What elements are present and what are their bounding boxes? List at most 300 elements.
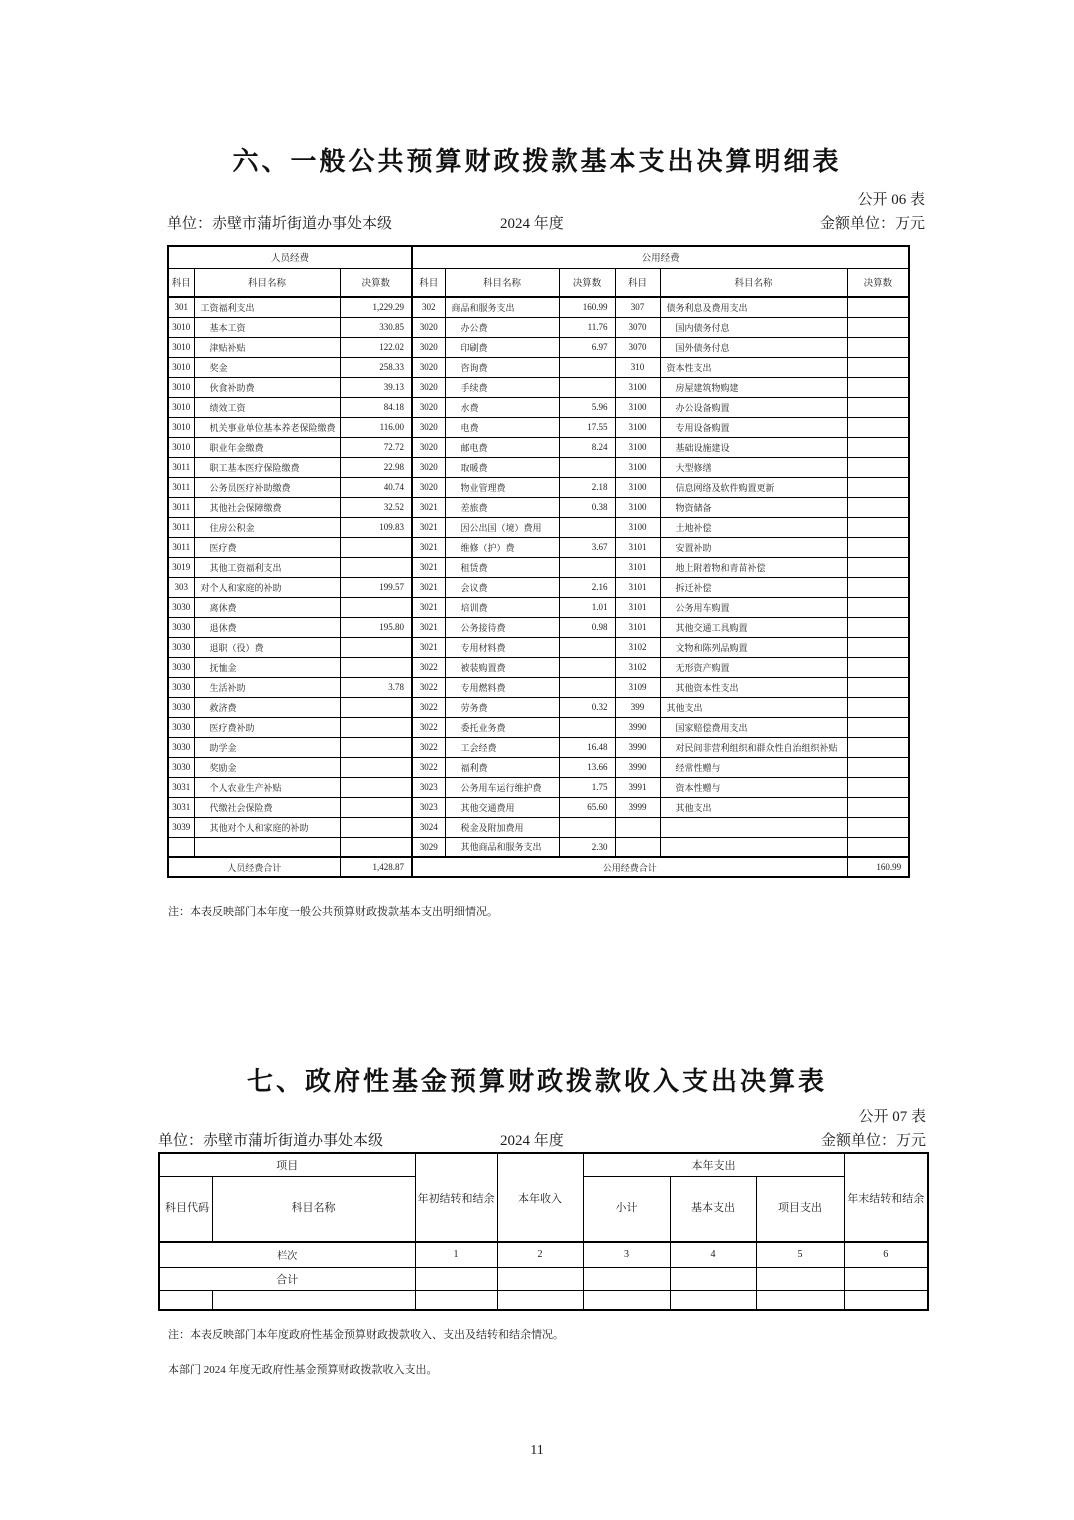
amount-cell: 199.57 bbox=[340, 577, 412, 597]
subject-name-cell: 其他支出 bbox=[660, 697, 847, 717]
column-header-amount: 决算数 bbox=[559, 268, 615, 297]
subject-code-cell: 3020 bbox=[412, 357, 445, 377]
table7-meta-line bbox=[158, 1129, 926, 1149]
subject-code-cell: 3100 bbox=[615, 437, 660, 457]
subject-code-cell: 3101 bbox=[615, 557, 660, 577]
table7-sheet-label: 公开 07 表 bbox=[858, 1109, 926, 1125]
subject-name-cell: 对民间非营利组织和群众性自治组织补贴 bbox=[660, 737, 847, 757]
amount-cell bbox=[559, 817, 615, 837]
amount-cell: 160.99 bbox=[559, 297, 615, 317]
subject-code-cell: 3022 bbox=[412, 737, 445, 757]
column-header-amount: 决算数 bbox=[340, 268, 412, 297]
empty-cell bbox=[497, 1267, 583, 1290]
amount-cell bbox=[559, 557, 615, 577]
subject-name-cell: 房屋建筑物购建 bbox=[660, 377, 847, 397]
subject-name-cell: 其他社会保障缴费 bbox=[194, 497, 340, 517]
amount-cell: 13.66 bbox=[559, 757, 615, 777]
lane-number: 1 bbox=[415, 1242, 497, 1267]
subject-code-cell: 3109 bbox=[615, 677, 660, 697]
empty-cell bbox=[415, 1267, 497, 1290]
subject-code-cell: 399 bbox=[615, 697, 660, 717]
table6-data-row bbox=[168, 377, 909, 397]
table7-note: 注：本表反映部门本年度政府性基金预算财政拨款收入、支出及结转和结余情况。 bbox=[168, 1329, 564, 1341]
subject-code-cell: 3010 bbox=[168, 377, 194, 397]
subject-name-cell: 无形资产购置 bbox=[660, 657, 847, 677]
empty-cell bbox=[670, 1290, 756, 1310]
subject-name-cell: 拆迁补偿 bbox=[660, 577, 847, 597]
amount-cell: 3.67 bbox=[559, 537, 615, 557]
amount-cell bbox=[847, 537, 909, 557]
subject-code-cell: 3101 bbox=[615, 617, 660, 637]
subject-code-cell: 3011 bbox=[168, 477, 194, 497]
subject-code-cell: 3023 bbox=[412, 777, 445, 797]
subject-name-cell: 住房公积金 bbox=[194, 517, 340, 537]
subject-code-cell: 3020 bbox=[412, 377, 445, 397]
subject-code-cell: 3020 bbox=[412, 417, 445, 437]
subject-code-cell bbox=[168, 837, 194, 857]
subject-name-cell: 手续费 bbox=[445, 377, 559, 397]
subject-name-cell: 土地补偿 bbox=[660, 517, 847, 537]
amount-cell: 330.85 bbox=[340, 317, 412, 337]
amount-cell bbox=[847, 757, 909, 777]
subject-name-cell: 绩效工资 bbox=[194, 397, 340, 417]
table6-data-row bbox=[168, 777, 909, 797]
table6-data-row bbox=[168, 817, 909, 837]
subject-code-cell: 3021 bbox=[412, 617, 445, 637]
amount-cell bbox=[847, 717, 909, 737]
amount-cell bbox=[847, 457, 909, 477]
subject-name-cell: 职业年金缴费 bbox=[194, 437, 340, 457]
subject-name-cell: 国外债务付息 bbox=[660, 337, 847, 357]
table6-data-row bbox=[168, 297, 909, 317]
amount-cell: 84.18 bbox=[340, 397, 412, 417]
amount-cell bbox=[340, 657, 412, 677]
header-project: 项目 bbox=[159, 1153, 415, 1176]
subject-name-cell: 专用材料费 bbox=[445, 637, 559, 657]
table6-data-row bbox=[168, 317, 909, 337]
page-number: 11 bbox=[530, 1443, 544, 1458]
amount-cell bbox=[847, 777, 909, 797]
amount-cell: 8.24 bbox=[559, 437, 615, 457]
subject-code-cell: 3030 bbox=[168, 657, 194, 677]
subject-code-cell: 3024 bbox=[412, 817, 445, 837]
subject-code-cell: 3070 bbox=[615, 317, 660, 337]
subject-code-cell: 3019 bbox=[168, 557, 194, 577]
amount-cell bbox=[847, 577, 909, 597]
table6-data-row bbox=[168, 797, 909, 817]
table6-header-public: 公用经费 bbox=[412, 246, 909, 268]
amount-cell bbox=[847, 297, 909, 317]
amount-cell bbox=[847, 377, 909, 397]
table6-data-row bbox=[168, 837, 909, 857]
amount-cell bbox=[847, 437, 909, 457]
amount-cell bbox=[340, 817, 412, 837]
table6-year-label: 2024 年度 bbox=[500, 216, 564, 232]
subject-name-cell: 公务用车购置 bbox=[660, 597, 847, 617]
subject-code-cell: 3021 bbox=[412, 577, 445, 597]
subject-name-cell: 其他交通工具购置 bbox=[660, 617, 847, 637]
empty-cell bbox=[497, 1290, 583, 1310]
amount-cell bbox=[847, 517, 909, 537]
subject-name-cell: 伙食补助费 bbox=[194, 377, 340, 397]
amount-cell: 122.02 bbox=[340, 337, 412, 357]
subject-code-cell: 3030 bbox=[168, 617, 194, 637]
header-begin-balance: 年初结转和结余 bbox=[415, 1153, 497, 1242]
empty-cell bbox=[159, 1290, 212, 1310]
subject-code-cell: 3100 bbox=[615, 397, 660, 417]
subject-code-cell: 3022 bbox=[412, 677, 445, 697]
lane-number: 2 bbox=[497, 1242, 583, 1267]
empty-cell bbox=[756, 1267, 844, 1290]
subject-name-cell: 办公费 bbox=[445, 317, 559, 337]
table7-lane-row bbox=[159, 1242, 928, 1267]
amount-cell bbox=[847, 597, 909, 617]
subject-name-cell: 医疗费补助 bbox=[194, 717, 340, 737]
subject-name-cell: 退职（役）费 bbox=[194, 637, 340, 657]
subject-name-cell: 其他支出 bbox=[660, 797, 847, 817]
subject-name-cell: 劳务费 bbox=[445, 697, 559, 717]
subject-code-cell: 307 bbox=[615, 297, 660, 317]
empty-cell bbox=[844, 1267, 928, 1290]
empty-cell bbox=[670, 1267, 756, 1290]
lane-label: 栏次 bbox=[159, 1242, 415, 1267]
amount-cell bbox=[340, 697, 412, 717]
subject-name-cell: 资本性支出 bbox=[660, 357, 847, 377]
table6-body bbox=[168, 297, 909, 857]
lane-number: 6 bbox=[844, 1242, 928, 1267]
amount-cell: 2.16 bbox=[559, 577, 615, 597]
amount-cell bbox=[559, 677, 615, 697]
subject-code-cell: 3030 bbox=[168, 737, 194, 757]
subject-code-cell: 3101 bbox=[615, 577, 660, 597]
subject-code-cell: 3020 bbox=[412, 397, 445, 417]
amount-cell: 0.38 bbox=[559, 497, 615, 517]
subject-name-cell: 差旅费 bbox=[445, 497, 559, 517]
subject-name-cell: 文物和陈列品购置 bbox=[660, 637, 847, 657]
subject-code-cell: 3030 bbox=[168, 717, 194, 737]
table6 bbox=[167, 245, 910, 878]
table6-data-row bbox=[168, 577, 909, 597]
subject-code-cell: 3039 bbox=[168, 817, 194, 837]
column-header-amount: 决算数 bbox=[847, 268, 909, 297]
amount-cell bbox=[847, 557, 909, 577]
subject-name-cell: 津贴补贴 bbox=[194, 337, 340, 357]
public-total-label: 公用经费合计 bbox=[412, 857, 847, 877]
amount-cell bbox=[340, 537, 412, 557]
amount-cell: 1,229.29 bbox=[340, 297, 412, 317]
header-subject-code: 科目代码 bbox=[159, 1176, 212, 1242]
table6-data-row bbox=[168, 417, 909, 437]
empty-cell bbox=[583, 1290, 670, 1310]
amount-cell: 2.18 bbox=[559, 477, 615, 497]
empty-cell bbox=[756, 1290, 844, 1310]
subject-name-cell: 工会经费 bbox=[445, 737, 559, 757]
column-header-code: 科目 bbox=[168, 268, 194, 297]
column-header-code: 科目 bbox=[412, 268, 445, 297]
subject-code-cell: 3021 bbox=[412, 537, 445, 557]
subject-code-cell: 3101 bbox=[615, 597, 660, 617]
amount-cell bbox=[559, 377, 615, 397]
subject-code-cell: 3100 bbox=[615, 377, 660, 397]
subject-name-cell: 被装购置费 bbox=[445, 657, 559, 677]
subject-code-cell: 3021 bbox=[412, 557, 445, 577]
subject-name-cell: 专用设备购置 bbox=[660, 417, 847, 437]
subject-code-cell: 3020 bbox=[412, 317, 445, 337]
subject-name-cell: 信息网络及软件购置更新 bbox=[660, 477, 847, 497]
amount-cell bbox=[847, 697, 909, 717]
amount-cell bbox=[847, 817, 909, 837]
table7 bbox=[158, 1152, 929, 1311]
subject-code-cell: 3020 bbox=[412, 477, 445, 497]
subject-name-cell: 机关事业单位基本养老保险缴费 bbox=[194, 417, 340, 437]
amount-cell bbox=[847, 617, 909, 637]
subject-code-cell: 3999 bbox=[615, 797, 660, 817]
amount-cell: 22.98 bbox=[340, 457, 412, 477]
amount-cell: 17.55 bbox=[559, 417, 615, 437]
table6-data-row bbox=[168, 397, 909, 417]
subject-name-cell: 奖金 bbox=[194, 357, 340, 377]
table6-data-row bbox=[168, 337, 909, 357]
subject-code-cell: 3010 bbox=[168, 337, 194, 357]
subject-code-cell: 3011 bbox=[168, 457, 194, 477]
subject-code-cell: 3100 bbox=[615, 477, 660, 497]
amount-cell bbox=[847, 417, 909, 437]
header-year-income: 本年收入 bbox=[497, 1153, 583, 1242]
amount-cell bbox=[847, 337, 909, 357]
amount-cell: 40.74 bbox=[340, 477, 412, 497]
table6-total-row bbox=[168, 857, 909, 877]
subject-name-cell: 大型修缮 bbox=[660, 457, 847, 477]
amount-cell bbox=[847, 797, 909, 817]
amount-cell bbox=[847, 317, 909, 337]
subject-code-cell: 301 bbox=[168, 297, 194, 317]
subject-name-cell: 咨询费 bbox=[445, 357, 559, 377]
subject-code-cell: 3022 bbox=[412, 697, 445, 717]
table6-title: 六、一般公共预算财政拨款基本支出决算明细表 bbox=[232, 146, 842, 176]
subject-name-cell: 其他交通费用 bbox=[445, 797, 559, 817]
subject-code-cell: 3031 bbox=[168, 777, 194, 797]
amount-cell: 0.98 bbox=[559, 617, 615, 637]
table7-unit-label: 单位：赤壁市蒲圻街道办事处本级 bbox=[158, 1133, 384, 1149]
amount-cell bbox=[847, 637, 909, 657]
subject-code-cell: 303 bbox=[168, 577, 194, 597]
subject-code-cell: 3020 bbox=[412, 337, 445, 357]
amount-cell: 109.83 bbox=[340, 517, 412, 537]
subject-code-cell: 3100 bbox=[615, 417, 660, 437]
amount-cell: 2.30 bbox=[559, 837, 615, 857]
subject-code-cell: 3010 bbox=[168, 437, 194, 457]
table6-data-row bbox=[168, 617, 909, 637]
subject-name-cell: 公务员医疗补助缴费 bbox=[194, 477, 340, 497]
subject-code-cell: 3030 bbox=[168, 637, 194, 657]
subject-code-cell: 302 bbox=[412, 297, 445, 317]
subject-name-cell: 取暖费 bbox=[445, 457, 559, 477]
table6-note: 注：本表反映部门本年度一般公共预算财政拨款基本支出明细情况。 bbox=[168, 906, 498, 918]
subject-name-cell: 个人农业生产补贴 bbox=[194, 777, 340, 797]
amount-cell: 3.78 bbox=[340, 677, 412, 697]
amount-cell: 65.60 bbox=[559, 797, 615, 817]
subject-code-cell: 3011 bbox=[168, 497, 194, 517]
amount-cell bbox=[340, 637, 412, 657]
subject-code-cell: 3010 bbox=[168, 397, 194, 417]
subject-code-cell: 3991 bbox=[615, 777, 660, 797]
subject-name-cell: 助学金 bbox=[194, 737, 340, 757]
amount-cell: 0.32 bbox=[559, 697, 615, 717]
subject-code-cell: 3010 bbox=[168, 417, 194, 437]
amount-cell bbox=[847, 737, 909, 757]
subject-name-cell: 税金及附加费用 bbox=[445, 817, 559, 837]
subject-code-cell: 3021 bbox=[412, 597, 445, 617]
table7-header-row-1 bbox=[159, 1153, 928, 1176]
amount-cell: 11.76 bbox=[559, 317, 615, 337]
subject-name-cell: 债务利息及费用支出 bbox=[660, 297, 847, 317]
table7-total-row bbox=[159, 1267, 928, 1290]
subject-name-cell: 对个人和家庭的补助 bbox=[194, 577, 340, 597]
subject-name-cell: 水费 bbox=[445, 397, 559, 417]
subject-code-cell: 3022 bbox=[412, 717, 445, 737]
header-subject-name: 科目名称 bbox=[212, 1176, 415, 1242]
subject-name-cell: 资本性赠与 bbox=[660, 777, 847, 797]
amount-cell: 5.96 bbox=[559, 397, 615, 417]
header-end-balance: 年末结转和结余 bbox=[844, 1153, 928, 1242]
subject-name-cell: 租赁费 bbox=[445, 557, 559, 577]
table6-data-row bbox=[168, 477, 909, 497]
amount-cell bbox=[559, 717, 615, 737]
subject-name-cell: 印刷费 bbox=[445, 337, 559, 357]
subject-code-cell: 3022 bbox=[412, 757, 445, 777]
table6-data-row bbox=[168, 517, 909, 537]
amount-cell bbox=[340, 737, 412, 757]
table6-data-row bbox=[168, 717, 909, 737]
table6-data-row bbox=[168, 637, 909, 657]
amount-cell bbox=[340, 597, 412, 617]
subject-name-cell: 公务接待费 bbox=[445, 617, 559, 637]
subject-name-cell: 福利费 bbox=[445, 757, 559, 777]
subject-code-cell: 3100 bbox=[615, 497, 660, 517]
empty-cell bbox=[212, 1290, 415, 1310]
table6-data-row bbox=[168, 497, 909, 517]
subject-name-cell: 基础设施建设 bbox=[660, 437, 847, 457]
lane-number: 3 bbox=[583, 1242, 670, 1267]
amount-cell bbox=[847, 677, 909, 697]
subject-code-cell bbox=[615, 817, 660, 837]
subject-code-cell: 3029 bbox=[412, 837, 445, 857]
table6-group-header-row bbox=[168, 246, 909, 268]
subject-code-cell: 3070 bbox=[615, 337, 660, 357]
subject-code-cell: 3990 bbox=[615, 717, 660, 737]
subject-code-cell: 3102 bbox=[615, 657, 660, 677]
table6-column-header-row bbox=[168, 268, 909, 297]
amount-cell bbox=[559, 637, 615, 657]
amount-cell: 16.48 bbox=[559, 737, 615, 757]
amount-cell bbox=[847, 357, 909, 377]
table7-amount-unit-label: 金额单位：万元 bbox=[820, 1133, 926, 1149]
subject-name-cell: 物业管理费 bbox=[445, 477, 559, 497]
subject-name-cell: 安置补助 bbox=[660, 537, 847, 557]
table6-data-row bbox=[168, 757, 909, 777]
table6-data-row bbox=[168, 437, 909, 457]
table6-data-row bbox=[168, 537, 909, 557]
subject-name-cell: 商品和服务支出 bbox=[445, 297, 559, 317]
subject-code-cell: 3100 bbox=[615, 517, 660, 537]
subject-name-cell: 职工基本医疗保险缴费 bbox=[194, 457, 340, 477]
subject-name-cell: 奖励金 bbox=[194, 757, 340, 777]
amount-cell: 1.01 bbox=[559, 597, 615, 617]
table6-data-row bbox=[168, 697, 909, 717]
amount-cell: 39.13 bbox=[340, 377, 412, 397]
column-header-code: 科目 bbox=[615, 268, 660, 297]
subject-name-cell: 离休费 bbox=[194, 597, 340, 617]
subject-name-cell: 其他资本性支出 bbox=[660, 677, 847, 697]
header-subtotal: 小计 bbox=[583, 1176, 670, 1242]
subject-name-cell: 地上附着物和青苗补偿 bbox=[660, 557, 847, 577]
header-basic-expenditure: 基本支出 bbox=[670, 1176, 756, 1242]
subject-name-cell: 邮电费 bbox=[445, 437, 559, 457]
table6-amount-unit-label: 金额单位：万元 bbox=[819, 216, 925, 232]
subject-name-cell bbox=[194, 837, 340, 857]
public-total-amount: 160.99 bbox=[847, 857, 909, 877]
subject-name-cell: 经常性赠与 bbox=[660, 757, 847, 777]
subject-name-cell: 退休费 bbox=[194, 617, 340, 637]
amount-cell bbox=[847, 397, 909, 417]
personnel-total-label: 人员经费合计 bbox=[168, 857, 340, 877]
subject-code-cell: 3100 bbox=[615, 457, 660, 477]
subject-code-cell: 3030 bbox=[168, 597, 194, 617]
subject-name-cell: 会议费 bbox=[445, 577, 559, 597]
amount-cell: 195.80 bbox=[340, 617, 412, 637]
subject-name-cell: 基本工资 bbox=[194, 317, 340, 337]
subject-code-cell: 3010 bbox=[168, 357, 194, 377]
subject-code-cell: 3101 bbox=[615, 537, 660, 557]
table6-data-row bbox=[168, 457, 909, 477]
lane-number: 5 bbox=[756, 1242, 844, 1267]
subject-name-cell: 专用燃料费 bbox=[445, 677, 559, 697]
subject-code-cell: 3020 bbox=[412, 457, 445, 477]
subject-code-cell: 3010 bbox=[168, 317, 194, 337]
amount-cell bbox=[847, 477, 909, 497]
empty-cell bbox=[583, 1267, 670, 1290]
amount-cell bbox=[340, 797, 412, 817]
table6-header-personnel: 人员经费 bbox=[168, 246, 412, 268]
amount-cell bbox=[340, 777, 412, 797]
subject-code-cell: 3022 bbox=[412, 657, 445, 677]
subject-name-cell: 维修（护）费 bbox=[445, 537, 559, 557]
amount-cell: 1.75 bbox=[559, 777, 615, 797]
table7-title: 七、政府性基金预算财政拨款收入支出决算表 bbox=[246, 1066, 827, 1096]
subject-name-cell: 生活补助 bbox=[194, 677, 340, 697]
amount-cell bbox=[847, 497, 909, 517]
table6-data-row bbox=[168, 557, 909, 577]
amount-cell bbox=[340, 717, 412, 737]
lane-number: 4 bbox=[670, 1242, 756, 1267]
subject-name-cell: 电费 bbox=[445, 417, 559, 437]
subject-code-cell: 3030 bbox=[168, 757, 194, 777]
subject-code-cell: 3023 bbox=[412, 797, 445, 817]
subject-name-cell: 委托业务费 bbox=[445, 717, 559, 737]
subject-name-cell bbox=[660, 837, 847, 857]
amount-cell bbox=[559, 357, 615, 377]
amount-cell bbox=[559, 517, 615, 537]
table6-data-row bbox=[168, 677, 909, 697]
subject-code-cell: 3030 bbox=[168, 697, 194, 717]
subject-name-cell bbox=[660, 817, 847, 837]
subject-name-cell: 抚恤金 bbox=[194, 657, 340, 677]
subject-code-cell: 3011 bbox=[168, 537, 194, 557]
column-header-name: 科目名称 bbox=[660, 268, 847, 297]
header-year-expenditure: 本年支出 bbox=[583, 1153, 844, 1176]
subject-name-cell: 工资福利支出 bbox=[194, 297, 340, 317]
subject-name-cell: 其他对个人和家庭的补助 bbox=[194, 817, 340, 837]
